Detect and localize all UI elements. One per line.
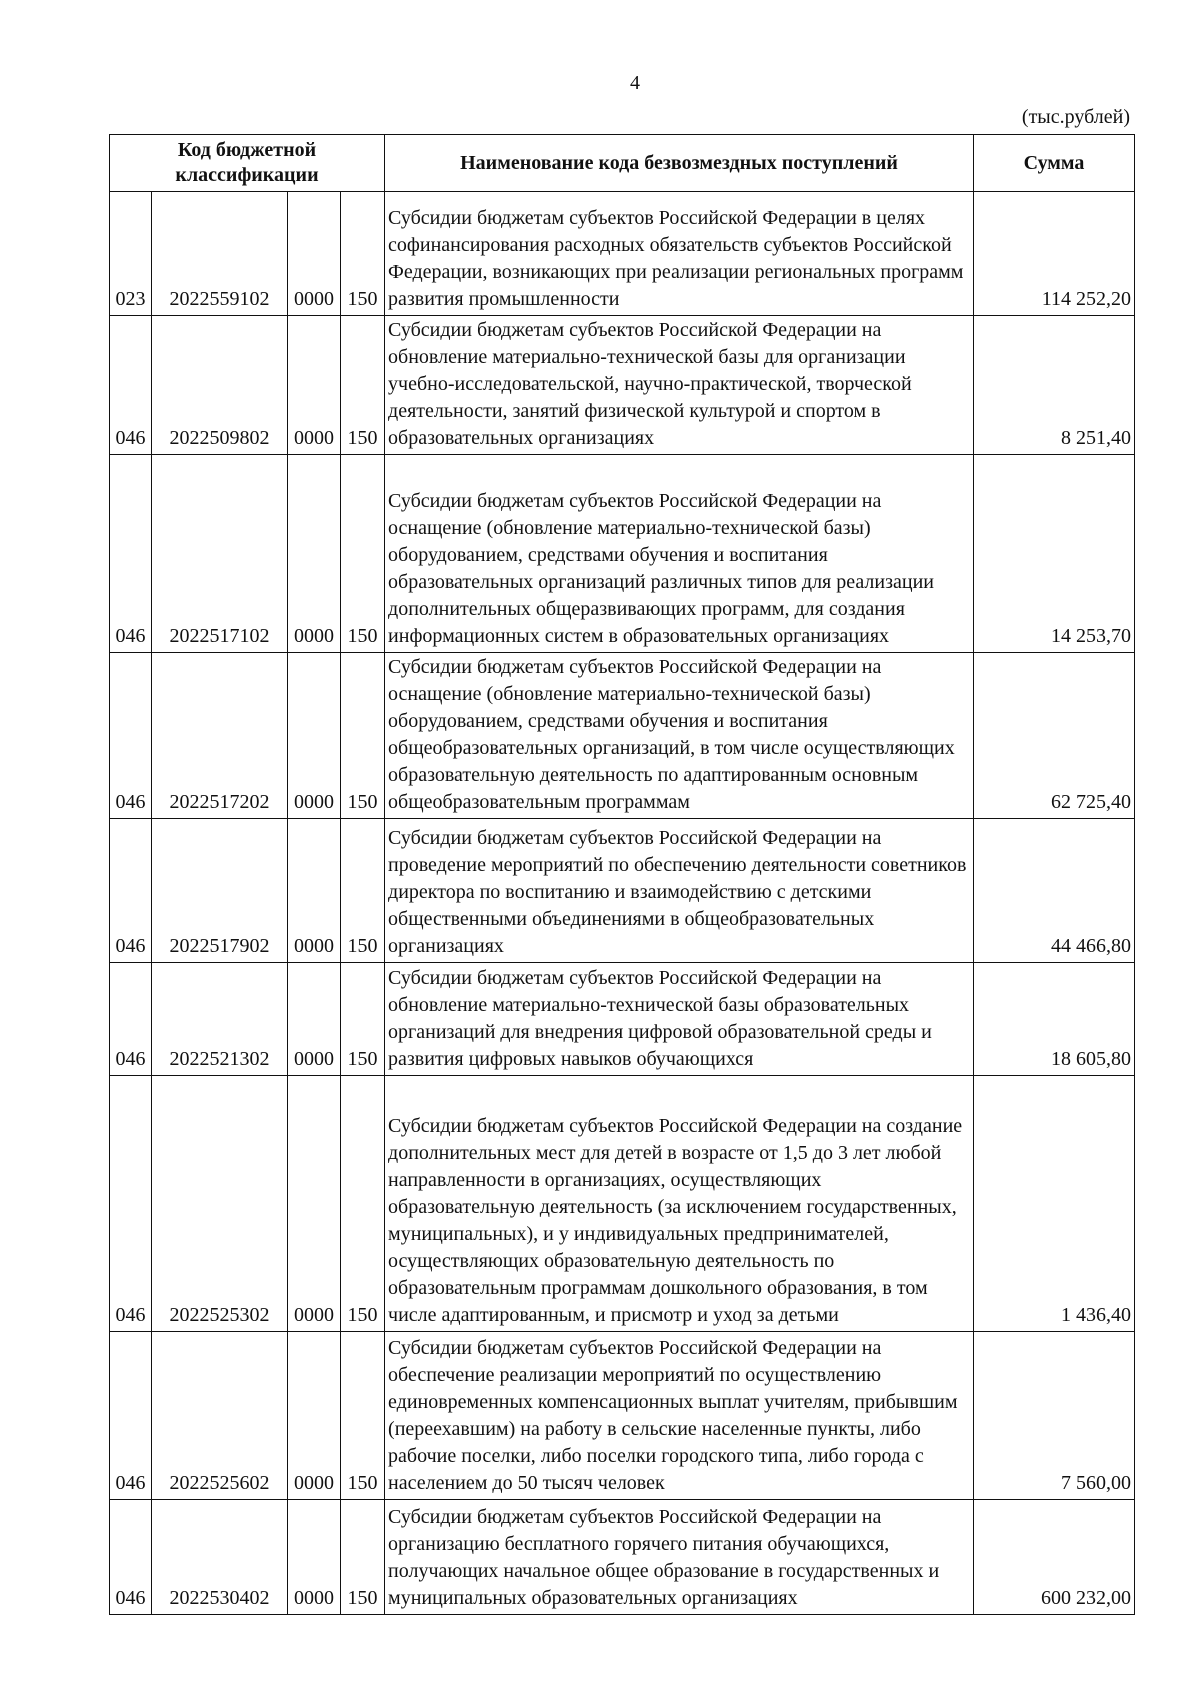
table-row [110,963,1135,1076]
cell-sum: 114 252,20 [974,192,1135,316]
cell-program-code: 0000 [288,1332,341,1500]
cell-kosgu-code: 150 [341,653,385,819]
cell-admin-code: 046 [110,819,152,963]
header-sum: Сумма [974,135,1135,192]
cell-sum: 600 232,00 [974,1500,1135,1615]
cell-name: Субсидии бюджетам субъектов Российской Федерации на проведение мероприятий по обеспечению деятельности советников директора по воспитанию и взаимодействию с детскими общественными объединениями в общеобразовательных организациях [385,819,974,963]
cell-admin-code: 046 [110,316,152,455]
cell-sum: 62 725,40 [974,653,1135,819]
cell-name: Субсидии бюджетам субъектов Российской Федерации на оснащение (обновление материально-технической базы) оборудованием, средствами обучения и воспитания образовательных организаций различных типов для реализации дополнительных общеразвивающих программ, для создания информационных систем в образовательных организациях [385,455,974,653]
cell-name: Субсидии бюджетам субъектов Российской Федерации на организацию бесплатного горячего питания обучающихся, получающих начальное общее образование в государственных и муниципальных образовательных организациях [385,1500,974,1615]
cell-admin-code: 046 [110,653,152,819]
cell-kosgu-code: 150 [341,963,385,1076]
cell-name: Субсидии бюджетам субъектов Российской Федерации на обновление материально-технической базы для организации учебно-исследовательской, научно-практической, творческой деятельности, занятий физической культурой и спортом в образовательных организациях [385,316,974,455]
cell-sum: 44 466,80 [974,819,1135,963]
table-row [110,192,1135,316]
header-name: Наименование кода безвозмездных поступлений [385,135,974,192]
cell-sum: 8 251,40 [974,316,1135,455]
cell-name: Субсидии бюджетам субъектов Российской Федерации на обеспечение реализации мероприятий по осуществлению единовременных компенсационных выплат учителям, прибывшим (переехавшим) на работу в сельские населенные пункты, либо рабочие поселки, либо поселки городского типа, либо города с населением до 50 тысяч человек [385,1332,974,1500]
cell-program-code: 0000 [288,1076,341,1332]
cell-sum: 1 436,40 [974,1076,1135,1332]
table-row [110,455,1135,653]
cell-budget-code: 2022525302 [152,1076,288,1332]
units-label: (тыс.рублей) [1021,106,1130,128]
cell-budget-code: 2022517102 [152,455,288,653]
cell-sum: 14 253,70 [974,455,1135,653]
cell-budget-code: 2022517902 [152,819,288,963]
page-number: 4 [630,72,640,94]
cell-sum: 7 560,00 [974,1332,1135,1500]
cell-budget-code: 2022530402 [152,1500,288,1615]
header-code: Код бюджетной классификации [110,135,385,192]
cell-kosgu-code: 150 [341,455,385,653]
cell-program-code: 0000 [288,963,341,1076]
cell-budget-code: 2022509802 [152,316,288,455]
cell-program-code: 0000 [288,316,341,455]
table-row [110,316,1135,455]
cell-admin-code: 046 [110,1500,152,1615]
cell-budget-code: 2022517202 [152,653,288,819]
cell-program-code: 0000 [288,455,341,653]
cell-kosgu-code: 150 [341,316,385,455]
cell-name: Субсидии бюджетам субъектов Российской Федерации на обновление материально-технической базы образовательных организаций для внедрения цифровой образовательной среды и развития цифровых навыков обучающихся [385,963,974,1076]
cell-kosgu-code: 150 [341,819,385,963]
table-row [110,1332,1135,1500]
cell-kosgu-code: 150 [341,192,385,316]
cell-admin-code: 046 [110,963,152,1076]
cell-program-code: 0000 [288,1500,341,1615]
table-header-row [110,135,1135,192]
table-row [110,1076,1135,1332]
cell-program-code: 0000 [288,192,341,316]
table-row [110,653,1135,819]
cell-name: Субсидии бюджетам субъектов Российской Федерации на создание дополнительных мест для детей в возрасте от 1,5 до 3 лет любой направленности в организациях, осуществляющих образовательную деятельность (за исключением государственных, муниципальных), и у индивидуальных предпринимателей, осуществляющих образовательную деятельность по образовательным программам дошкольного образования, в том числе адаптированным, и присмотр и уход за детьми [385,1076,974,1332]
cell-admin-code: 046 [110,455,152,653]
budget-table [109,134,1135,1615]
cell-admin-code: 046 [110,1332,152,1500]
cell-program-code: 0000 [288,653,341,819]
cell-kosgu-code: 150 [341,1500,385,1615]
cell-budget-code: 2022559102 [152,192,288,316]
cell-kosgu-code: 150 [341,1076,385,1332]
cell-name: Субсидии бюджетам субъектов Российской Федерации в целях софинансирования расходных обязательств субъектов Российской Федерации, возникающих при реализации региональных программ развития промышленности [385,192,974,316]
cell-budget-code: 2022521302 [152,963,288,1076]
cell-program-code: 0000 [288,819,341,963]
cell-budget-code: 2022525602 [152,1332,288,1500]
table-row [110,819,1135,963]
cell-kosgu-code: 150 [341,1332,385,1500]
cell-admin-code: 023 [110,192,152,316]
table-row [110,1500,1135,1615]
cell-sum: 18 605,80 [974,963,1135,1076]
cell-admin-code: 046 [110,1076,152,1332]
cell-name: Субсидии бюджетам субъектов Российской Федерации на оснащение (обновление материально-технической базы) оборудованием, средствами обучения и воспитания общеобразовательных организаций, в том числе осуществляющих образовательную деятельность по адаптированным основным общеобразовательным программам [385,653,974,819]
